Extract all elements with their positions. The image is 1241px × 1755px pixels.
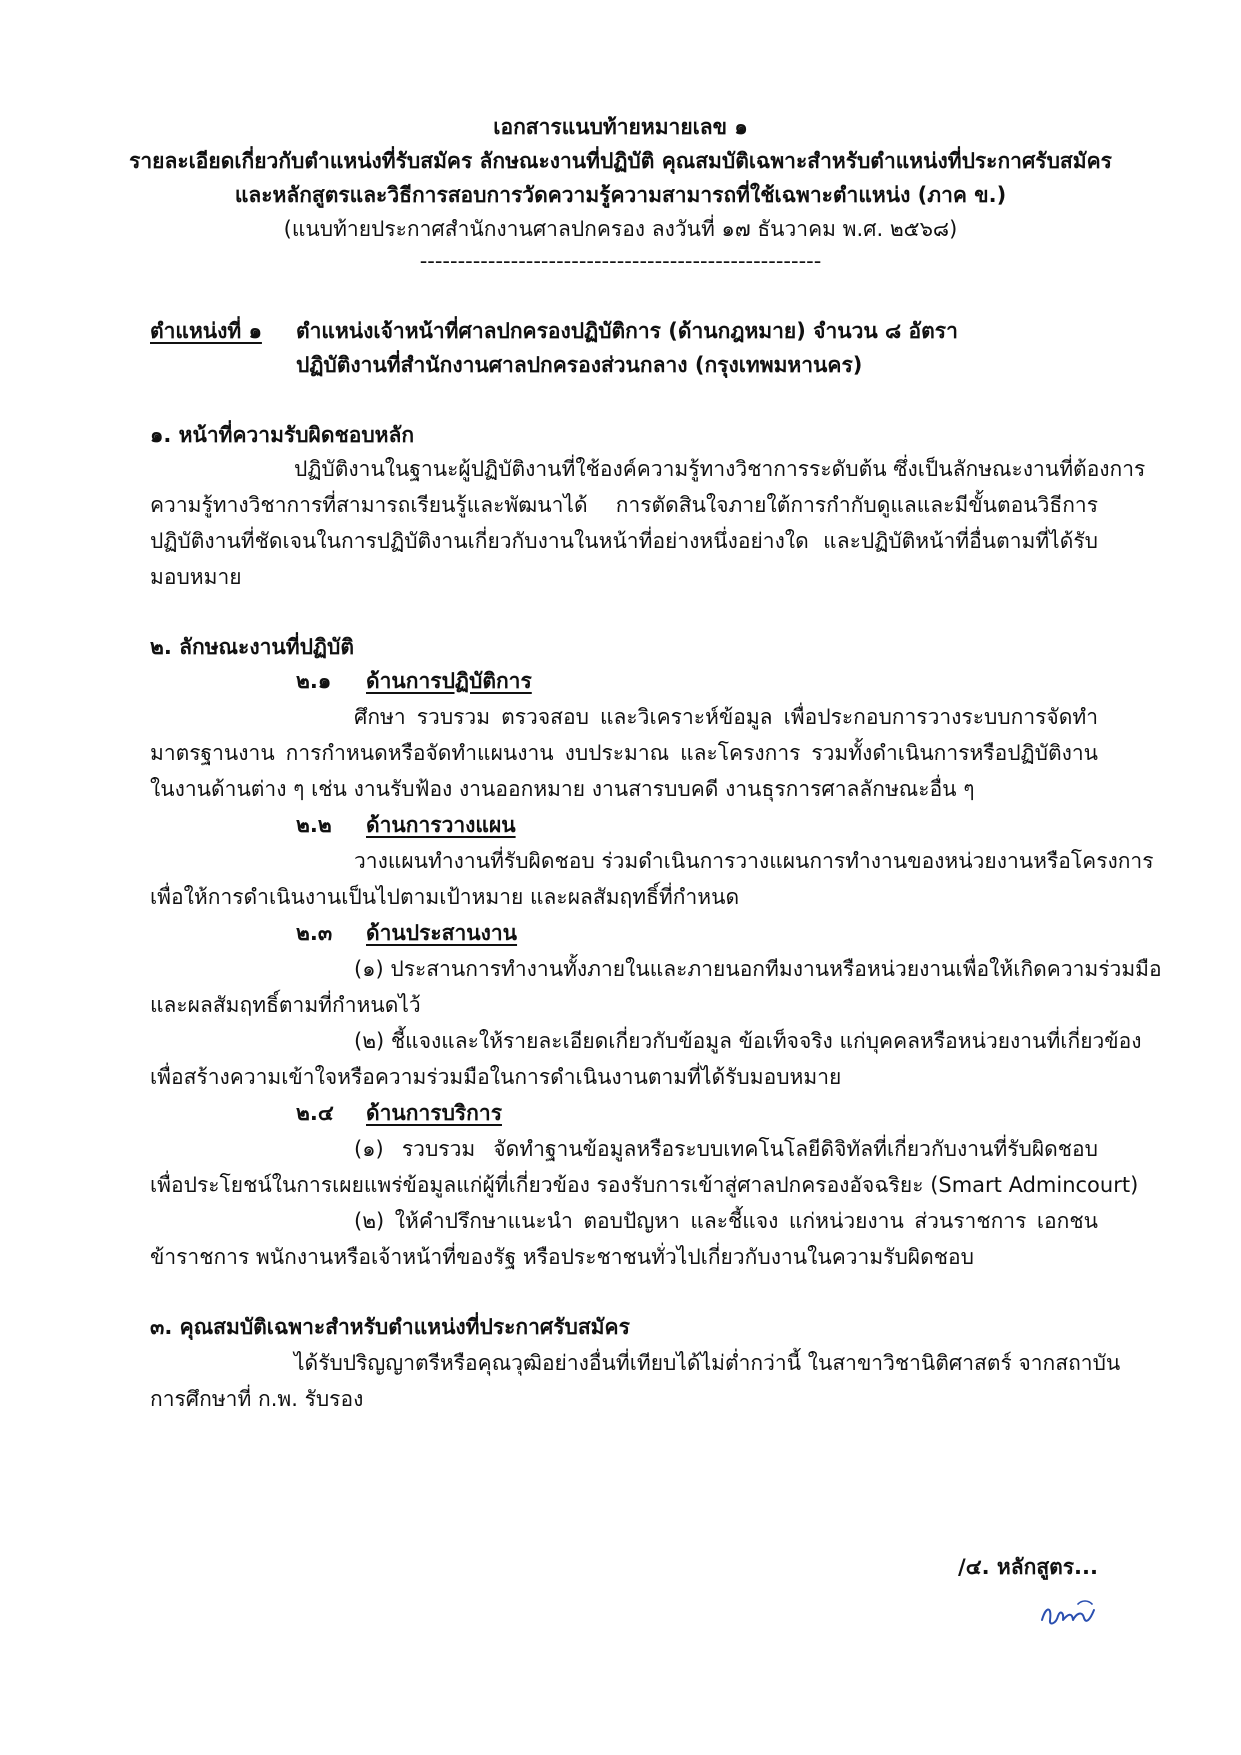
subsection-number: ๒.๑ [296, 669, 332, 693]
signature-initials [1038, 1596, 1098, 1630]
doc-heading-line-3: และหลักสูตรและวิธีการสอบการวัดความรู้ความสามารถที่ใช้เฉพาะตำแหน่ง (ภาค ข.) [234, 183, 1007, 207]
section-1-paragraph-line: ความรู้ทางวิชาการที่สามารถเรียนรู้และพัฒนาได้ การตัดสินใจภายใต้การกำกับดูแลและมีขั้นตอนวิธีการ [150, 493, 1098, 517]
subsection-number: ๒.๔ [296, 1101, 334, 1125]
section-1-paragraph-line: ปฏิบัติงานในฐานะผู้ปฏิบัติงานที่ใช้องค์ความรู้ทางวิชาการระดับต้น ซึ่งเป็นลักษณะงานที่ต้องการ [294, 457, 1146, 481]
subsection-title: ด้านการวางแผน [366, 813, 516, 837]
header-divider: ----------------------------------------------------- [419, 249, 822, 273]
position-title: ตำแหน่งเจ้าหน้าที่ศาลปกครองปฏิบัติการ (ด้านกฎหมาย) จำนวน ๘ อัตรา [296, 319, 958, 343]
subsection-2-3-line: และผลสัมฤทธิ์ตามที่กำหนดไว้ [150, 993, 421, 1017]
subsection-title: ด้านประสานงาน [366, 921, 518, 945]
subsection-2-1-line: มาตรฐานงาน การกำหนดหรือจัดทำแผนงาน งบประมาณ และโครงการ รวมทั้งดำเนินการหรือปฏิบัติงาน [150, 741, 1098, 765]
subsection-title: ด้านการปฏิบัติการ [366, 669, 532, 693]
subsection-2-4 [296, 1098, 502, 1128]
section-2-heading: ๒. ลักษณะงานที่ปฏิบัติ [150, 635, 354, 659]
section-1-paragraph-line: ปฏิบัติงานที่ชัดเจนในการปฏิบัติงานเกี่ยวกับงานในหน้าที่อย่างหนึ่งอย่างใด และปฏิบัติหน้าที่อื่นตามที่ได้รับ [150, 529, 1098, 553]
doc-attachment-title: เอกสารแนบท้ายหมายเลข ๑ [493, 115, 748, 139]
subsection-2-2-line: เพื่อให้การดำเนินงานเป็นไปตามเป้าหมาย และผลสัมฤทธิ์ที่กำหนด [150, 885, 740, 909]
subsection-2-3-line: (๑) ประสานการทำงานทั้งภายในและภายนอกทีมงานหรือหน่วยงานเพื่อให้เกิดความร่วมมือ [354, 957, 1162, 981]
signature-mark [1038, 1596, 1098, 1630]
position-location: ปฏิบัติงานที่สำนักงานศาลปกครองส่วนกลาง (กรุงเทพมหานคร) [296, 353, 863, 377]
subsection-title: ด้านการบริการ [366, 1101, 502, 1125]
position-label: ตำแหน่งที่ ๑ [150, 319, 262, 343]
subsection-2-1-line: ในงานด้านต่าง ๆ เช่น งานรับฟ้อง งานออกหมาย งานสารบบคดี งานธุรการศาลลักษณะอื่น ๆ [150, 777, 975, 801]
section-1-paragraph-line: มอบหมาย [150, 565, 242, 589]
doc-announcement-date: (แนบท้ายประกาศสำนักงานศาลปกครอง ลงวันที่ ๑๗ ธันวาคม พ.ศ. ๒๕๖๘) [283, 217, 958, 241]
subsection-number: ๒.๓ [296, 921, 333, 945]
subsection-2-4-line: เพื่อประโยชน์ในการเผยแพร่ข้อมูลแก่ผู้ที่เกี่ยวข้อง รองรับการเข้าสู่ศาลปกครองอัจฉริยะ (Smart Admincourt) [150, 1173, 1139, 1197]
subsection-2-3-line: เพื่อสร้างความเข้าใจหรือความร่วมมือในการดำเนินงานตามที่ได้รับมอบหมาย [150, 1065, 842, 1089]
section-3-heading: ๓. คุณสมบัติเฉพาะสำหรับตำแหน่งที่ประกาศรับสมัคร [150, 1315, 630, 1339]
section-3-paragraph-line: ได้รับปริญญาตรีหรือคุณวุฒิอย่างอื่นที่เทียบได้ไม่ต่ำกว่านี้ ในสาขาวิชานิติศาสตร์ จากสถาบัน [294, 1351, 1121, 1375]
subsection-2-2 [296, 810, 516, 840]
subsection-2-2-line: วางแผนทำงานที่รับผิดชอบ ร่วมดำเนินการวางแผนการทำงานของหน่วยงานหรือโครงการ [354, 849, 1154, 873]
section-1-heading: ๑. หน้าที่ความรับผิดชอบหลัก [150, 423, 415, 447]
subsection-2-1-line: ศึกษา รวบรวม ตรวจสอบ และวิเคราะห์ข้อมูล เพื่อประกอบการวางระบบการจัดทำ [354, 705, 1098, 729]
subsection-2-4-line: ข้าราชการ พนักงานหรือเจ้าหน้าที่ของรัฐ หรือประชาชนทั่วไปเกี่ยวกับงานในความรับผิดชอบ [150, 1245, 974, 1269]
subsection-2-3-line: (๒) ชี้แจงและให้รายละเอียดเกี่ยวกับข้อมูล ข้อเท็จจริง แก่บุคคลหรือหน่วยงานที่เกี่ยวข้อง [354, 1029, 1142, 1053]
doc-heading-line-2: รายละเอียดเกี่ยวกับตำแหน่งที่รับสมัคร ลักษณะงานที่ปฏิบัติ คุณสมบัติเฉพาะสำหรับตำแหน่งที่ประกาศรับสมัคร [129, 149, 1112, 173]
subsection-number: ๒.๒ [296, 813, 332, 837]
page-continuation: /๔. หลักสูตร... [958, 1555, 1098, 1579]
subsection-2-4-line: (๑) รวบรวม จัดทำฐานข้อมูลหรือระบบเทคโนโลยีดิจิทัลที่เกี่ยวกับงานที่รับผิดชอบ [354, 1137, 1098, 1161]
subsection-2-1 [296, 666, 532, 696]
section-3-paragraph-line: การศึกษาที่ ก.พ. รับรอง [150, 1387, 364, 1411]
subsection-2-4-line: (๒) ให้คำปรึกษาแนะนำ ตอบปัญหา และชี้แจง แก่หน่วยงาน ส่วนราชการ เอกชน [354, 1209, 1098, 1233]
subsection-2-3 [296, 918, 517, 948]
